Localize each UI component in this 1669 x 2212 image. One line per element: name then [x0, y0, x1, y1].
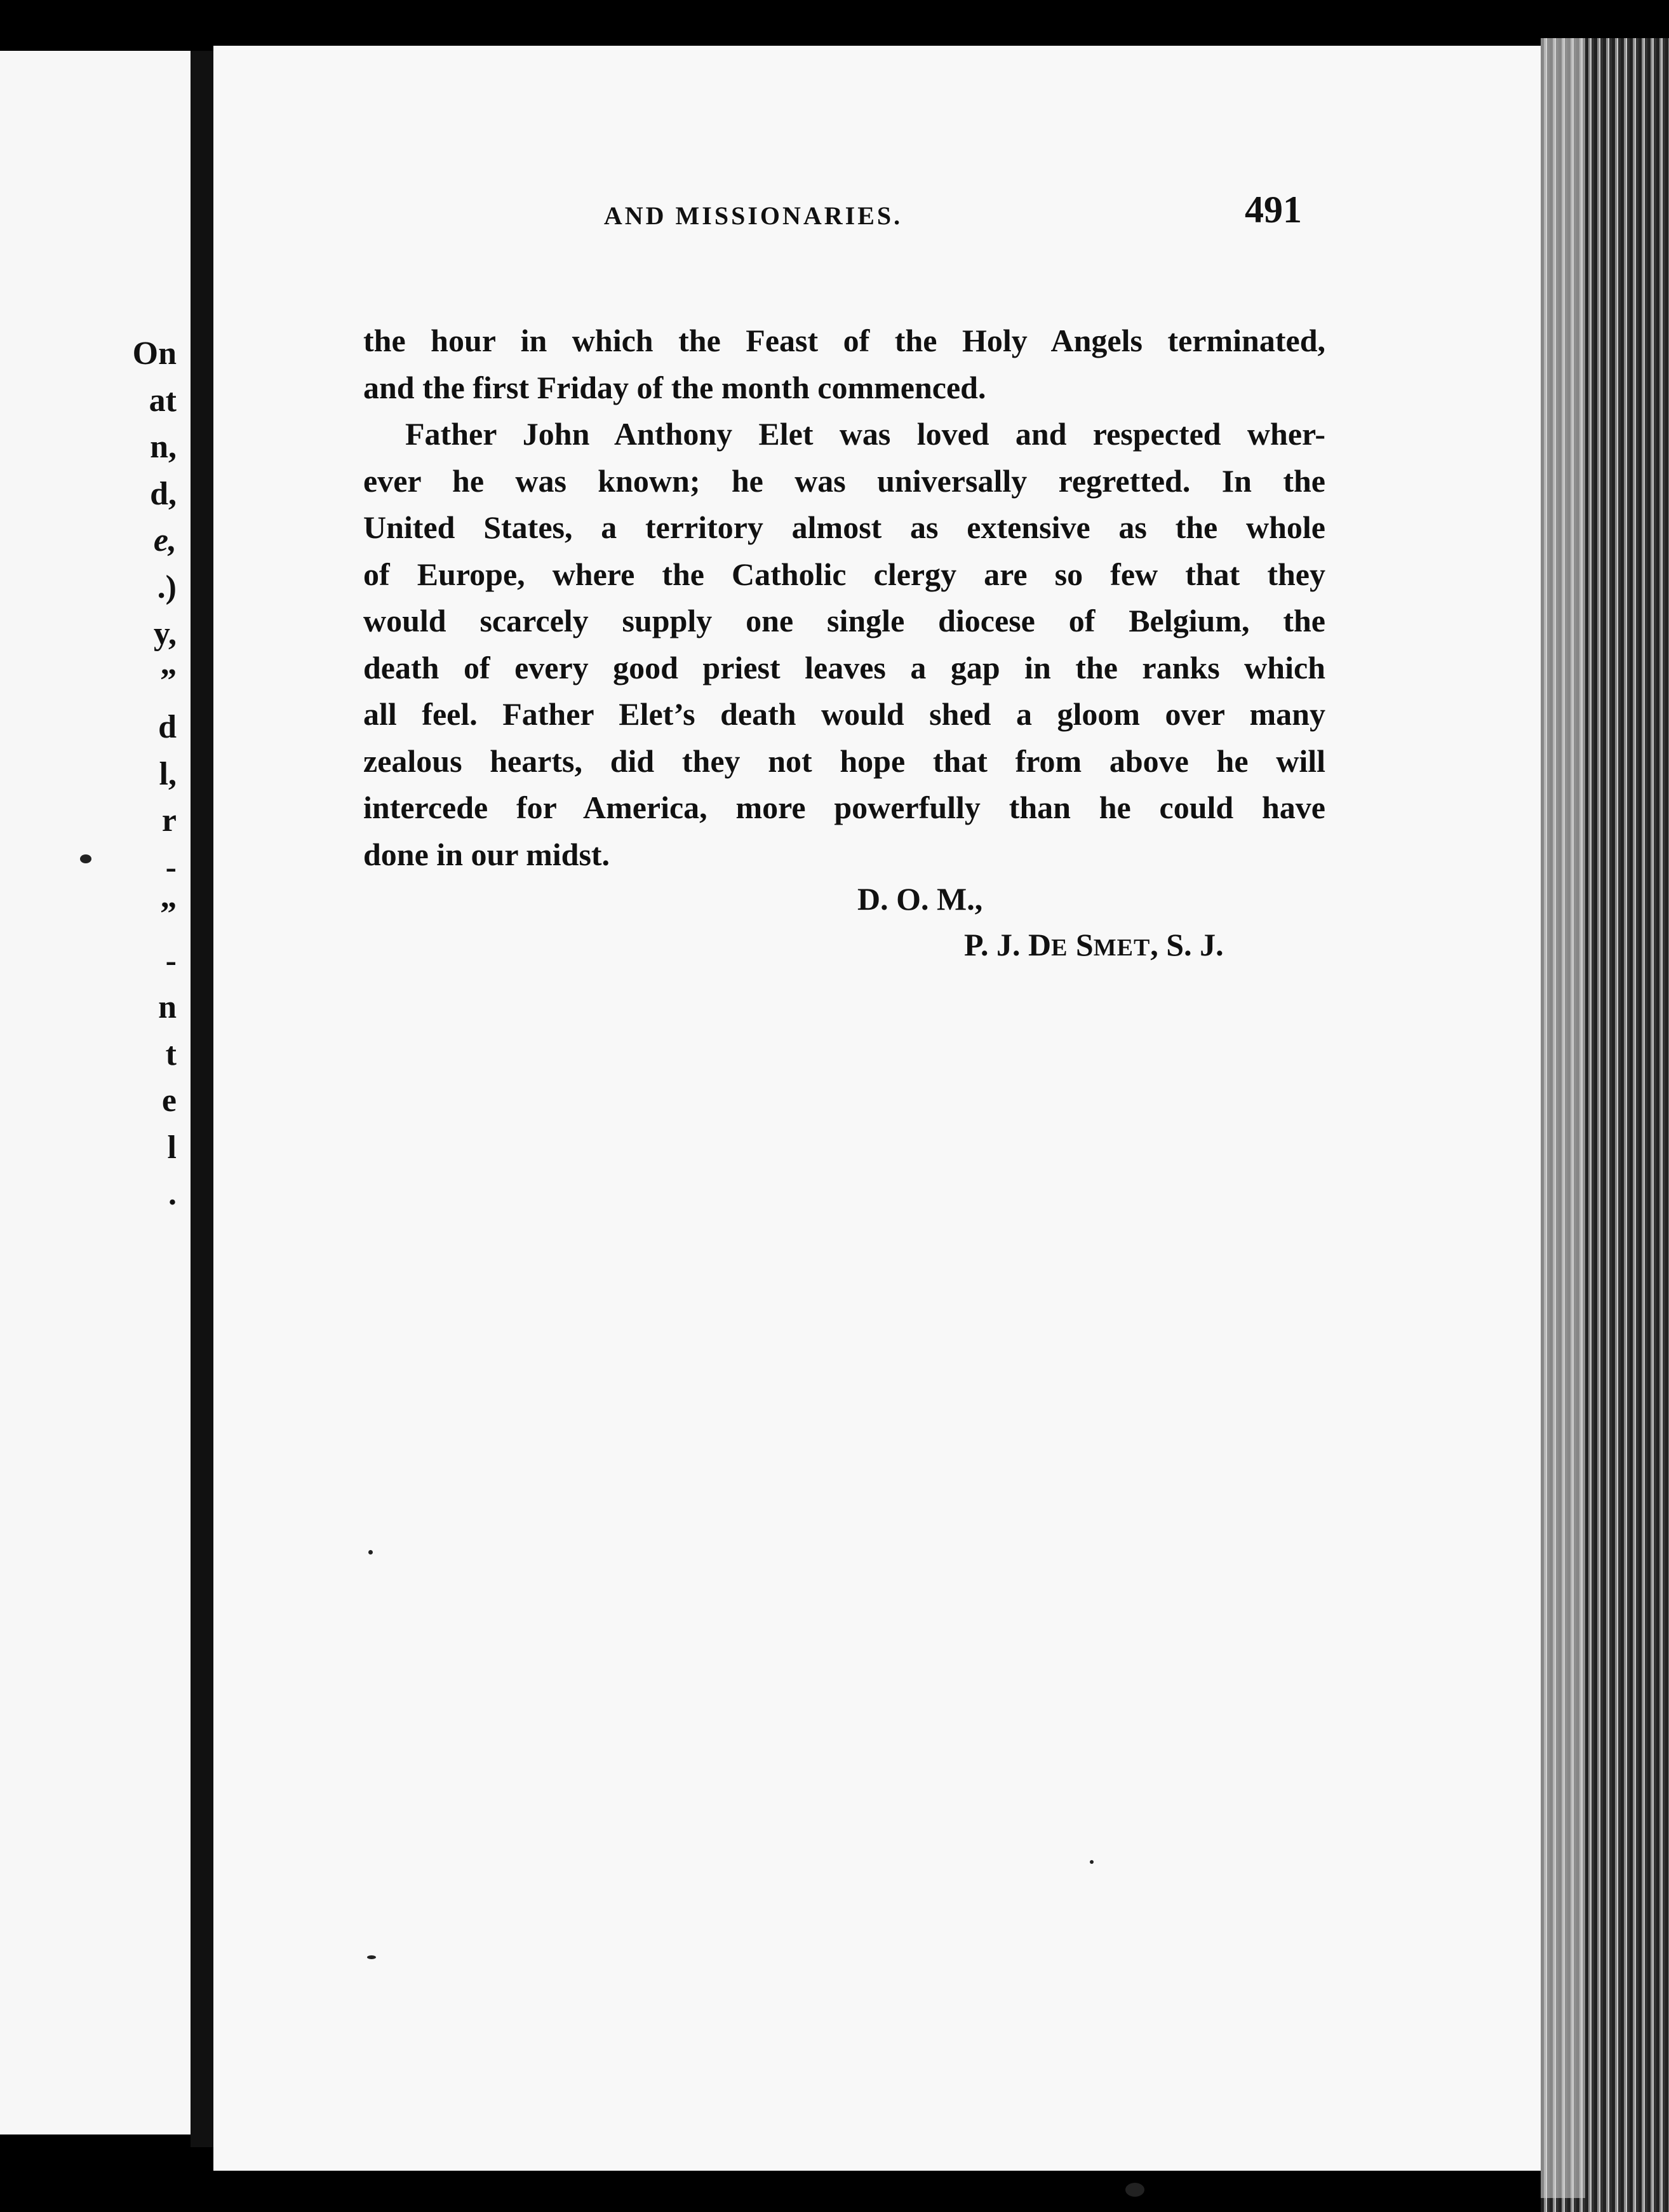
signature-part: S	[1068, 927, 1094, 962]
ink-speck	[80, 854, 91, 863]
signature-author	[964, 926, 1224, 963]
signature-small-caps: MET	[1093, 934, 1151, 961]
left-fragment: d,	[150, 475, 177, 512]
left-fragment: r	[161, 802, 177, 839]
left-fragment: at	[149, 382, 177, 419]
left-fragment: d	[158, 709, 177, 745]
left-fragment: n,	[150, 429, 177, 465]
left-fragment: -	[165, 849, 177, 886]
text-line: United States, a territory almost as extensive as the whole	[363, 509, 1325, 545]
text-line: of Europe, where the Catholic clergy are so few that they	[363, 556, 1325, 592]
text-line: death of every good priest leaves a gap in the ranks which	[363, 649, 1325, 685]
text-line: and the first Friday of the month commenced.	[363, 369, 986, 405]
signature-part: , S. J.	[1150, 927, 1224, 962]
page-block-edge-shade	[1541, 38, 1585, 2198]
left-fragment: l,	[159, 755, 177, 792]
page-number: 491	[1245, 189, 1302, 231]
signature-part: P. J. D	[964, 927, 1052, 962]
left-fragment: -	[165, 942, 177, 979]
left-fragment: .)	[157, 569, 177, 605]
text-line: ever he was known; he was universally regretted. In the	[363, 462, 1325, 499]
left-fragment: e,	[153, 522, 177, 558]
left-fragment: n	[158, 989, 177, 1025]
text-line: intercede for America, more powerfully than he could have	[363, 790, 1325, 825]
left-page-text-fragments	[50, 330, 177, 1218]
text-line: the hour in which the Feast of the Holy Angels terminated,	[363, 323, 1325, 358]
ink-speck	[1125, 2183, 1144, 2197]
book-gutter	[191, 51, 213, 2147]
left-fragment: On	[132, 335, 177, 372]
text-line: zealous hearts, did they not hope that from above he will	[363, 743, 1325, 779]
left-fragment: e	[161, 1082, 177, 1119]
running-head: AND MISSIONARIES.	[603, 201, 903, 230]
left-page-edge	[0, 51, 191, 2134]
signature-small-caps: E	[1051, 934, 1068, 961]
left-fragment: ”	[160, 896, 177, 932]
ink-speck	[368, 1550, 373, 1554]
ink-speck	[1090, 1860, 1094, 1864]
text-line: would scarcely supply one single diocese of Belgium, the	[363, 603, 1325, 638]
left-fragment: .	[168, 1176, 177, 1212]
text-line: done in our midst.	[363, 836, 610, 872]
text-line: all feel. Father Elet’s death would shed a gloom over many	[363, 696, 1325, 732]
left-fragment: l	[167, 1129, 177, 1166]
signature-dom: D. O. M.,	[857, 881, 983, 917]
left-fragment: ”	[160, 662, 177, 699]
left-fragment: t	[165, 1035, 177, 1072]
text-line: Father John Anthony Elet was loved and respected wher-	[405, 416, 1325, 452]
body-paragraphs	[363, 318, 1325, 878]
ink-speck	[367, 1955, 376, 1959]
left-fragment: y,	[153, 616, 177, 652]
